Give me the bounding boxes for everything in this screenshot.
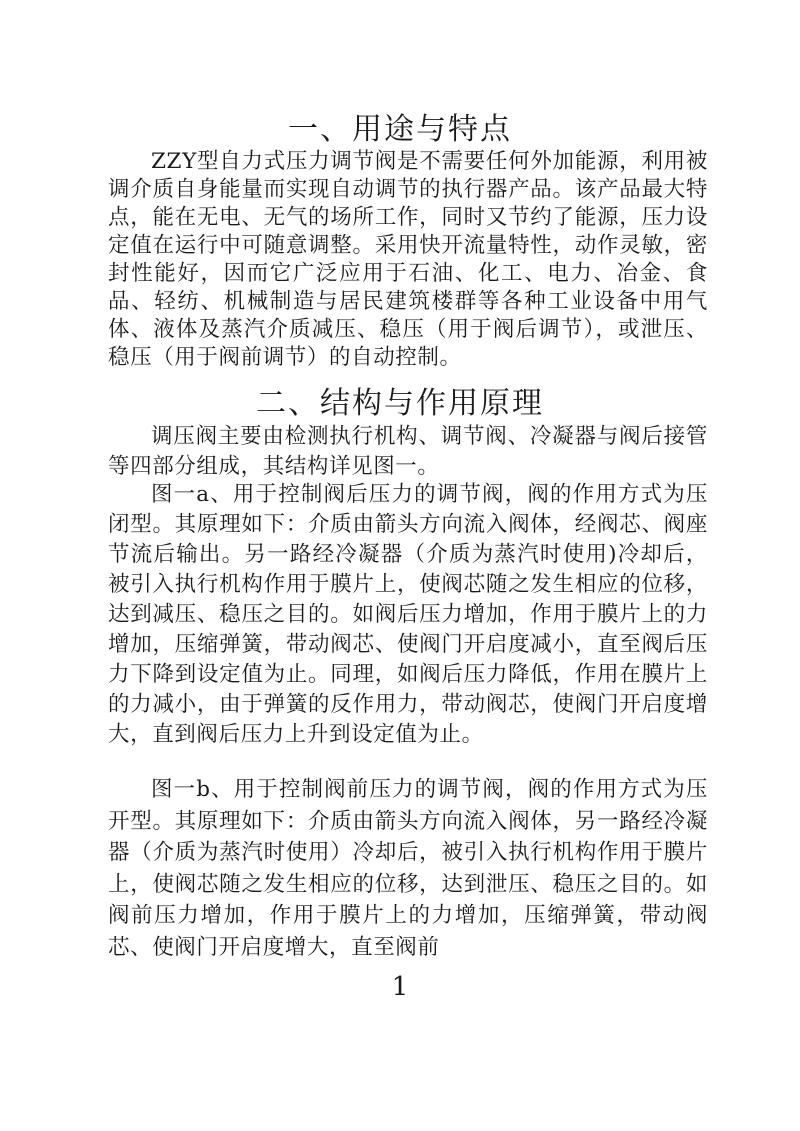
paragraph-figure-1b: 图一b、用于控制阀前压力的调节阀，阀的作用方式为压开型。其原理如下：介质由箭头方向流入阀体，另一路经冷凝器（介质为蒸汽时使用）冷却后，被引入执行机构作用于膜片上，使阀芯随之发生相应的位移，达到泄压、稳压之目的。如阀前压力增加，作用于膜片上的力增加，压缩弹簧，带动阀芯、使阀门开启度增大，直至阀前 — [108, 777, 708, 960]
page-number: 1 — [391, 972, 409, 1002]
paragraph-structure-overview: 调压阀主要由检测执行机构、调节阀、冷凝器与阀后接管等四部分组成，其结构详见图一。 — [108, 424, 708, 479]
paragraph-usage-features: ZZY型自力式压力调节阀是不需要任何外加能源，利用被调介质自身能量而实现自动调节的执行器产品。该产品最大特点，能在无电、无气的场所工作，同时又节约了能源，压力设定值在运行中可随意调整。采用快开流量特性，动作灵敏，密封性能好，因而它广泛应用于石油、化工、电力、冶金、食品、轻纺、机械制造与居民建筑楼群等各种工业设备中用气体、液体及蒸汽介质减压、稳压（用于阀后调节），或泄压、稳压（用于阀前调节）的自动控制。 — [108, 149, 708, 370]
section-title-usage-features: 一、用途与特点 — [288, 112, 512, 147]
section-title-structure-principle: 二、结构与作用原理 — [256, 386, 544, 421]
paragraph-figure-1a: 图一a、用于控制阀后压力的调节阀，阀的作用方式为压闭型。其原理如下：介质由箭头方向流入阀体，经阀芯、阀座节流后输出。另一路经冷凝器（介质为蒸汽时使用)冷却后，被引入执行机构作用于膜片上，使阀芯随之发生相应的位移，达到减压、稳压之目的。如阀后压力增加，作用于膜片上的力增加，压缩弹簧，带动阀芯、使阀门开启度减小，直至阀后压力下降到设定值为止。同理，如阀后压力降低，作用在膜片上的力减小，由于弹簧的反作用力，带动阀芯，使阀门开启度增大，直到阀后压力上升到设定值为止。 — [108, 482, 708, 747]
